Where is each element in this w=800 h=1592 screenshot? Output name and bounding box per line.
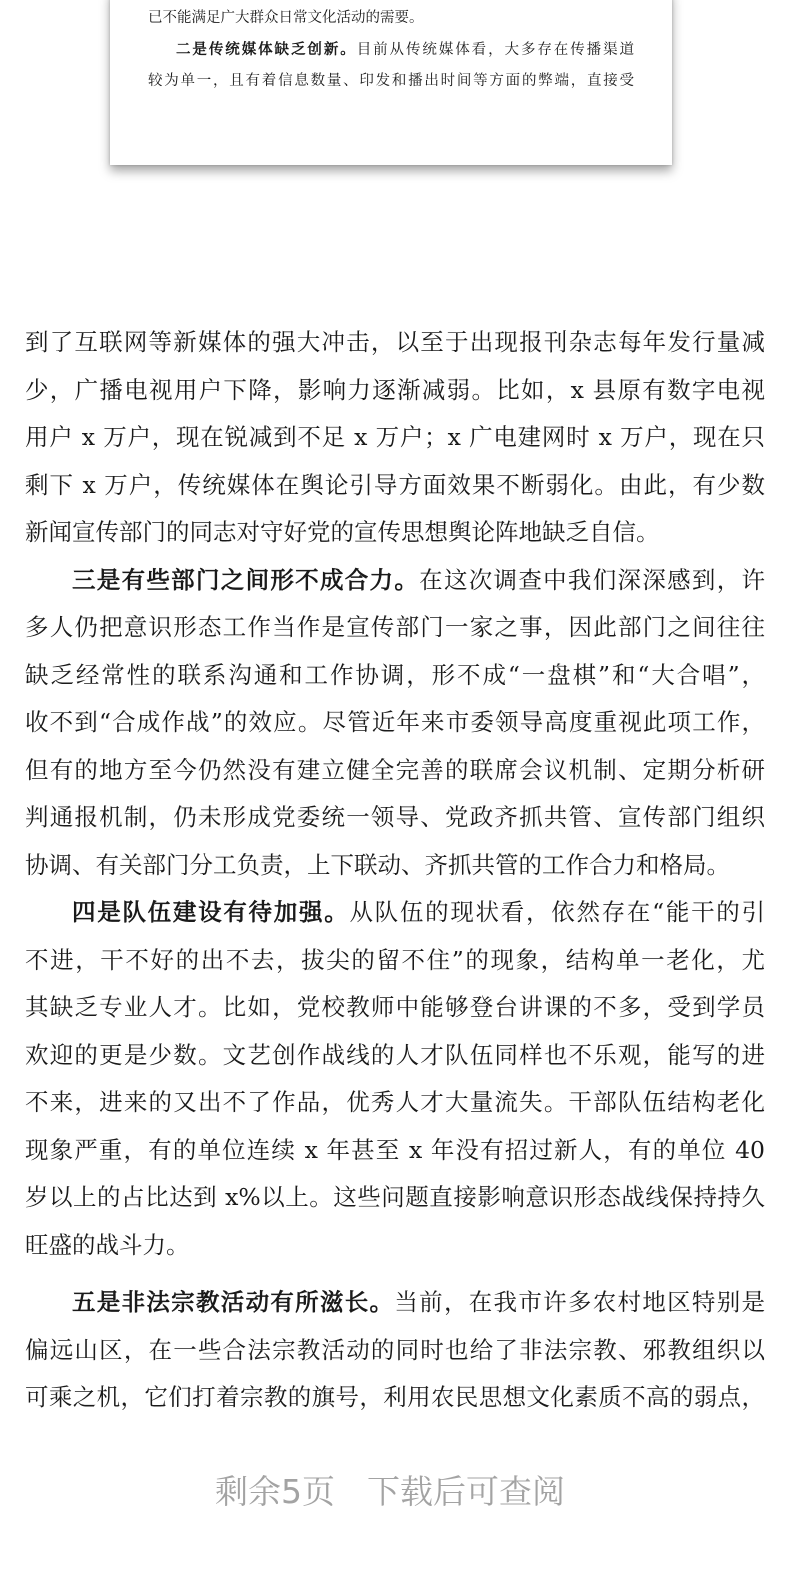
text-line (25, 937, 765, 985)
line-text: 不进，干不好的出不去，拔尖的留不住”的现象，结构单一老化，尤 (25, 945, 765, 974)
text-line (25, 1327, 765, 1375)
card-line: 二是传统媒体缺乏创新。目前从传统媒体看，大多存在传播渠道 (176, 41, 635, 58)
bold-lead: 四是队伍建设有待加强。 (72, 898, 350, 926)
line-text: 从队伍的现状看，依然存在“能干的引 (349, 898, 766, 926)
text-line (25, 462, 765, 510)
line-text: 不来，进来的又出不了作品，优秀人才大量流失。干部队伍结构老化 (25, 1088, 765, 1116)
download-prompt[interactable] (0, 1466, 780, 1513)
paragraph-heading-line (25, 557, 765, 605)
text-line (25, 604, 765, 652)
text-line (25, 699, 765, 747)
text-line (25, 509, 765, 557)
line-text: 现象严重，有的单位连续 x 年甚至 x 年没有招过新人，有的单位 40 (25, 1135, 765, 1164)
text-line (25, 1174, 765, 1222)
bold-lead: 五是非法宗教活动有所滋长。 (72, 1288, 395, 1316)
line-text: 偏远山区，在一些合法宗教活动的同时也给了非法宗教、邪教组织以 (25, 1335, 765, 1364)
text-line (25, 367, 765, 415)
card-line: 较为单一，且有着信息数量、印发和播出时间等方面的弊端，直接受 (148, 73, 634, 89)
line-text: 但有的地方至今仍然没有建立健全完善的联席会议机制、定期分析研 (25, 755, 765, 784)
line-text: 剩下 x 万户，传统媒体在舆论引导方面效果不断弱化。由此，有少数 (25, 470, 765, 499)
line-text: 欢迎的更是少数。文艺创作战线的人才队伍同样也不乐观，能写的进 (25, 1040, 765, 1069)
text-line (25, 1374, 765, 1422)
bold-lead: 三是有些部门之间形不成合力。 (72, 565, 420, 594)
text-line (25, 1127, 765, 1175)
line-text: 岁以上的占比达到 x%以上。这些问题直接影响意识形态战线保持持久 (25, 1183, 765, 1211)
text-line (25, 1079, 765, 1127)
text-line (25, 842, 765, 890)
text-line (25, 652, 765, 700)
text-line (25, 1222, 765, 1270)
line-text: 少，广播电视用户下降，影响力逐渐减弱。比如，x 县原有数字电视 (25, 375, 765, 404)
paragraph-heading-line (25, 889, 765, 937)
download-to-view-label[interactable]: 下载后可查阅 (367, 1472, 565, 1511)
preview-page-card (110, 0, 672, 165)
document-body (25, 319, 765, 1422)
line-text: 当前，在我市许多农村地区特别是 (394, 1288, 766, 1316)
card-line: 已不能满足广大群众日常文化活动的需要。 (148, 10, 424, 26)
line-text: 新闻宣传部门的同志对守好党的宣传思想舆论阵地缺乏自信。 (25, 518, 660, 546)
line-text: 收不到“合成作战”的效应。尽管近年来市委领导高度重视此项工作， (25, 708, 765, 736)
line-text: 用户 x 万户，现在锐减到不足 x 万户；x 广电建网时 x 万户，现在只 (25, 423, 765, 451)
line-text: 协调、有关部门分工负责，上下联动、齐抓共管的工作合力和格局。 (25, 850, 730, 879)
text-line (25, 414, 765, 462)
line-text: 多人仍把意识形态工作当作是宣传部门一家之事，因此部门之间往往 (25, 613, 765, 641)
text-line (25, 984, 765, 1032)
text-line (25, 794, 765, 842)
line-text: 到了互联网等新媒体的强大冲击，以至于出现报刊杂志每年发行量减 (25, 328, 765, 356)
text-line (25, 319, 765, 367)
line-text: 其缺乏专业人才。比如，党校教师中能够登台讲课的不多，受到学员 (25, 993, 765, 1021)
line-text: 缺乏经常性的联系沟通和工作协调，形不成“一盘棋”和“大合唱”， (25, 660, 765, 689)
remaining-pages-label: 剩余5页 (215, 1472, 335, 1511)
paragraph-heading-line (25, 1279, 765, 1327)
line-text: 旺盛的战斗力。 (25, 1230, 190, 1259)
line-text: 在这次调查中我们深深感到，许 (419, 565, 766, 594)
text-line (25, 1032, 765, 1080)
text-line (25, 747, 765, 795)
line-text: 判通报机制，仍未形成党委统一领导、党政齐抓共管、宣传部门组织 (25, 803, 765, 831)
line-text: 可乘之机，它们打着宗教的旗号，利用农民思想文化素质不高的弱点， (25, 1383, 765, 1411)
